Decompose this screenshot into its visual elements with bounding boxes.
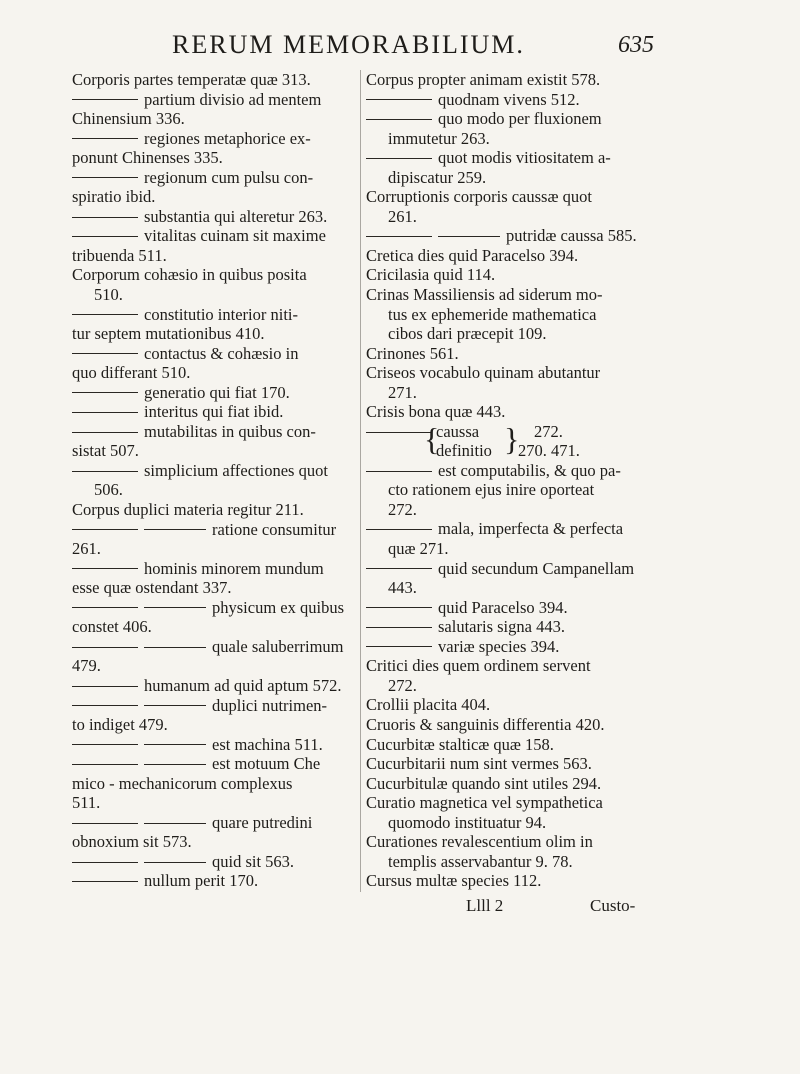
left-brace: { <box>424 420 440 457</box>
ditto-rule <box>72 744 138 745</box>
index-entry-text: quo modo per fluxionem <box>438 109 602 129</box>
ditto-rule <box>72 177 138 178</box>
index-entry-line <box>72 559 358 579</box>
column-divider <box>360 70 361 892</box>
index-entry-line <box>366 598 652 618</box>
index-entry-line <box>366 519 652 539</box>
index-entry-text: Corruptionis corporis caussæ quot <box>366 187 592 207</box>
ditto-rule-second <box>144 862 206 863</box>
index-entry-text: constitutio interior niti- <box>144 304 298 324</box>
index-entry-line <box>72 383 358 403</box>
index-entry-line <box>366 305 652 325</box>
index-entry-line <box>72 480 358 500</box>
page-number: 635 <box>618 32 654 58</box>
ditto-rule <box>366 646 432 647</box>
ditto-rule-second <box>144 744 206 745</box>
index-entry-line <box>72 363 358 383</box>
running-title: RERUM MEMORABILIUM. <box>172 30 525 59</box>
index-entry-text: Corpus duplici materia regitur 211. <box>72 500 304 520</box>
index-entry-line <box>366 637 652 657</box>
right-brace: } <box>504 420 520 457</box>
index-entry-text: Corporis partes temperatæ quæ 313. <box>72 70 311 89</box>
index-entry-text: sistat 507. <box>72 441 139 461</box>
index-entry-text: quo differant 510. <box>72 363 191 383</box>
index-entry-text: quare putredini <box>212 812 313 832</box>
index-entry-text: tus ex ephemeride mathematica <box>388 304 597 324</box>
index-entry-line <box>72 148 358 168</box>
ditto-rule-second <box>144 705 206 706</box>
index-entry-line <box>366 676 652 696</box>
index-entry-text: substantia qui alteretur 263. <box>144 206 328 226</box>
ditto-rule <box>72 353 138 354</box>
index-entry-line <box>366 832 652 852</box>
ditto-rule <box>366 627 432 628</box>
index-entry-line <box>72 305 358 325</box>
ditto-rule-second <box>438 236 500 237</box>
ditto-rule <box>366 158 432 159</box>
index-entry-line <box>366 500 652 520</box>
index-entry-line <box>72 344 358 364</box>
ditto-rule <box>72 99 138 100</box>
index-entry-line <box>366 265 652 285</box>
index-entry-line <box>72 656 358 676</box>
index-entry-text: ratione consumitur <box>212 519 337 539</box>
index-entry-line <box>72 246 358 266</box>
index-entry-text: dipiscatur 259. <box>388 167 487 187</box>
index-entry-line <box>72 539 358 559</box>
ditto-rule <box>72 647 138 648</box>
brace-term-bottom: definitio <box>436 441 492 461</box>
ditto-rule <box>366 607 432 608</box>
index-entry-line <box>72 754 358 774</box>
ditto-rule <box>72 568 138 569</box>
index-entry-line <box>72 676 358 696</box>
brace-ref-top: 272. <box>534 421 563 441</box>
index-entry-line <box>366 109 652 129</box>
index-entry-text: quomodo instituatur 94. <box>388 812 547 832</box>
index-entry-text: Criseos vocabulo quinam abutantur <box>366 363 601 383</box>
index-entry-text: 479. <box>72 656 101 676</box>
index-entry-text: ponunt Chinenses 335. <box>72 148 223 168</box>
index-entry-line <box>366 852 652 872</box>
index-entry-line <box>72 715 358 735</box>
index-entry-text: Crinas Massiliensis ad siderum mo- <box>366 285 603 305</box>
index-entry-line <box>72 285 358 305</box>
index-entry-line <box>366 90 652 110</box>
index-entry-line <box>72 520 358 540</box>
index-entry-text: tur septem mutationibus 410. <box>72 324 265 344</box>
index-entry-text: 272. <box>388 499 417 519</box>
index-entry-line <box>366 129 652 149</box>
index-entry-text: vitalitas cuinam sit maxime <box>144 226 326 246</box>
index-entry-text: generatio qui fiat 170. <box>144 382 290 402</box>
signature-mark: Llll 2 <box>466 896 504 915</box>
index-entry-text: partium divisio ad mentem <box>144 89 322 109</box>
ditto-rule <box>72 314 138 315</box>
ditto-rule <box>72 862 138 863</box>
index-entry-line <box>72 129 358 149</box>
index-entry-line <box>366 735 652 755</box>
ditto-rule <box>72 217 138 218</box>
index-entry-line <box>366 793 652 813</box>
ditto-rule-second <box>144 823 206 824</box>
index-entry-line <box>366 754 652 774</box>
right-index-column <box>366 70 652 891</box>
index-entry-text: cto rationem ejus inire oporteat <box>388 480 595 500</box>
index-entry-line <box>72 168 358 188</box>
index-entry-text: obnoxium sit 573. <box>72 832 192 852</box>
ditto-rule <box>72 823 138 824</box>
index-entry-line <box>72 109 358 129</box>
index-entry-text: Cricilasia quid 114. <box>366 265 496 285</box>
ditto-rule <box>366 568 432 569</box>
left-index-column <box>72 70 358 891</box>
index-entry-line <box>72 852 358 872</box>
index-entry-line <box>366 246 652 266</box>
ditto-rule <box>72 529 138 530</box>
ditto-rule-second <box>144 764 206 765</box>
index-entry-text: Cruoris & sanguinis differentia 420. <box>366 714 605 734</box>
index-entry-text: regionum cum pulsu con- <box>144 167 314 187</box>
index-entry-line <box>366 207 652 227</box>
index-entry-text: physicum ex quibus <box>212 597 344 617</box>
index-entry-text: Cucurbitulæ quando sint utiles 294. <box>366 773 602 793</box>
index-entry-line <box>366 539 652 559</box>
index-entry-line <box>72 871 358 891</box>
index-entry-text: quot modis vitiositatem a- <box>438 148 611 168</box>
index-entry-line <box>72 324 358 344</box>
brace-ref-bottom: 270. 471. <box>518 441 580 461</box>
index-entry-line <box>366 70 652 90</box>
ditto-rule <box>72 236 138 237</box>
ditto-rule <box>72 471 138 472</box>
ditto-rule <box>72 705 138 706</box>
index-entry-line <box>72 461 358 481</box>
index-entry-line <box>72 422 358 442</box>
index-entry-text: variæ species 394. <box>438 636 560 656</box>
index-entry-text: 261. <box>388 206 417 226</box>
index-entry-text: Chinensium 336. <box>72 109 185 129</box>
index-entry-line <box>72 500 358 520</box>
page-footer <box>0 896 800 920</box>
index-entry-text: est motuum Che <box>212 754 321 774</box>
ditto-rule-second <box>144 529 206 530</box>
ditto-rule <box>72 764 138 765</box>
index-entry-text: quid secundum Campanellam <box>438 558 635 578</box>
index-entry-text: regiones metaphorice ex- <box>144 128 311 148</box>
ditto-rule <box>366 432 432 433</box>
index-entry-line <box>366 813 652 833</box>
index-entry-text: Crollii placita 404. <box>366 695 491 715</box>
index-entry-line <box>72 793 358 813</box>
index-entry-text: 510. <box>94 285 123 305</box>
index-entry-text: 506. <box>94 480 123 500</box>
index-entry-text: simplicium affectiones quot <box>144 460 328 480</box>
index-entry-line <box>366 715 652 735</box>
index-entry-line <box>72 226 358 246</box>
index-entry-line <box>72 187 358 207</box>
ditto-rule <box>366 236 432 237</box>
index-entry-text: Corpus propter animam existit 578. <box>366 70 601 89</box>
index-entry-line <box>366 168 652 188</box>
ditto-rule <box>366 119 432 120</box>
index-entry-line <box>366 344 652 364</box>
index-entry-text: spiratio ibid. <box>72 187 156 207</box>
index-entry-line <box>72 578 358 598</box>
index-entry-text: cibos dari præcepit 109. <box>388 324 547 344</box>
index-entry-text: immutetur 263. <box>388 128 490 148</box>
ditto-rule <box>72 607 138 608</box>
index-entry-text: Curatio magnetica vel sympathetica <box>366 793 603 813</box>
index-entry-line <box>72 207 358 227</box>
index-entry-text: Cucurbitæ stalticæ quæ 158. <box>366 734 554 754</box>
index-entry-line <box>72 696 358 716</box>
index-entry-text: 271. <box>388 382 417 402</box>
index-entry-text: constet 406. <box>72 617 152 637</box>
index-entry-line <box>366 187 652 207</box>
index-entry-line <box>366 480 652 500</box>
ditto-rule <box>366 529 432 530</box>
ditto-rule <box>72 686 138 687</box>
index-entry-text: templis asservabantur 9. 78. <box>388 851 573 871</box>
index-entry-text: quæ 271. <box>388 539 449 559</box>
index-entry-line <box>366 383 652 403</box>
index-entry-text: mico - mechanicorum complexus <box>72 773 293 793</box>
index-entry-line <box>72 441 358 461</box>
index-entry-line <box>72 90 358 110</box>
index-entry-line <box>366 285 652 305</box>
index-entry-line <box>72 598 358 618</box>
index-entry-line <box>366 461 652 481</box>
index-entry-text: Crinones 561. <box>366 343 459 363</box>
index-entry-text: contactus & cohæsio in <box>144 343 299 363</box>
index-entry-text: est machina 511. <box>212 734 323 754</box>
ditto-rule-second <box>144 607 206 608</box>
index-entry-text: to indiget 479. <box>72 715 168 735</box>
index-entry-text: 511. <box>72 793 101 813</box>
index-entry-text: mala, imperfecta & perfecta <box>438 519 624 539</box>
running-head <box>0 30 800 66</box>
index-entry-line <box>72 402 358 422</box>
index-entry-line <box>366 578 652 598</box>
index-entry-text: 443. <box>388 578 417 598</box>
index-entry-line <box>72 617 358 637</box>
ditto-rule <box>72 412 138 413</box>
index-entry-text: est computabilis, & quo pa- <box>438 460 621 480</box>
index-entry-line <box>72 637 358 657</box>
ditto-rule-second <box>144 647 206 648</box>
ditto-rule <box>366 99 432 100</box>
index-entry-line <box>366 656 652 676</box>
index-entry-text: hominis minorem mundum <box>144 558 324 578</box>
index-entry-brace-group <box>366 422 652 461</box>
index-entry-text: salutaris signa 443. <box>438 617 565 637</box>
index-entry-line <box>366 617 652 637</box>
ditto-rule <box>72 392 138 393</box>
ditto-rule <box>72 138 138 139</box>
index-entry-line <box>366 148 652 168</box>
index-entry-text: Cretica dies quid Paracelso 394. <box>366 245 579 265</box>
index-entry-line <box>366 559 652 579</box>
index-entry-text: interitus qui fiat ibid. <box>144 402 284 422</box>
index-entry-line <box>366 363 652 383</box>
index-entry-text: humanum ad quid aptum 572. <box>144 675 342 695</box>
ditto-rule <box>72 432 138 433</box>
catchword: Custo- <box>590 896 636 915</box>
index-entry-text: Curationes revalescentium olim in <box>366 832 593 852</box>
index-entry-line <box>366 871 652 891</box>
index-entry-text: mutabilitas in quibus con- <box>144 421 316 441</box>
index-entry-text: Crisis bona quæ 443. <box>366 402 506 422</box>
index-entry-text: esse quæ ostendant 337. <box>72 578 232 598</box>
index-entry-line <box>72 774 358 794</box>
index-entry-text: Critici dies quem ordinem servent <box>366 656 591 676</box>
index-entry-text: 272. <box>388 675 417 695</box>
index-entry-line <box>366 226 652 246</box>
index-entry-text: nullum perit 170. <box>144 871 259 891</box>
index-entry-line <box>72 813 358 833</box>
index-entry-line <box>72 265 358 285</box>
index-entry-line <box>366 695 652 715</box>
index-entry-text: putridæ caussa 585. <box>506 226 637 246</box>
index-entry-line <box>72 70 358 90</box>
index-entry-text: quodnam vivens 512. <box>438 89 580 109</box>
index-entry-text: duplici nutrimen- <box>212 695 328 715</box>
ditto-rule <box>366 471 432 472</box>
brace-term-top: caussa <box>436 421 480 441</box>
index-entry-text: quid Paracelso 394. <box>438 597 568 617</box>
index-entry-line <box>366 324 652 344</box>
ditto-rule <box>72 881 138 882</box>
index-entry-line <box>72 832 358 852</box>
index-entry-text: 261. <box>72 539 101 559</box>
index-entry-line <box>366 774 652 794</box>
index-entry-text: Corporum cohæsio in quibus posita <box>72 265 307 285</box>
index-entry-text: quid sit 563. <box>212 851 295 871</box>
index-entry-text: Cucurbitarii num sint vermes 563. <box>366 754 592 774</box>
index-entry-text: Cursus multæ species 112. <box>366 871 542 891</box>
index-entry-line <box>72 735 358 755</box>
index-entry-text: tribuenda 511. <box>72 245 167 265</box>
index-entry-text: quale saluberrimum <box>212 636 344 656</box>
